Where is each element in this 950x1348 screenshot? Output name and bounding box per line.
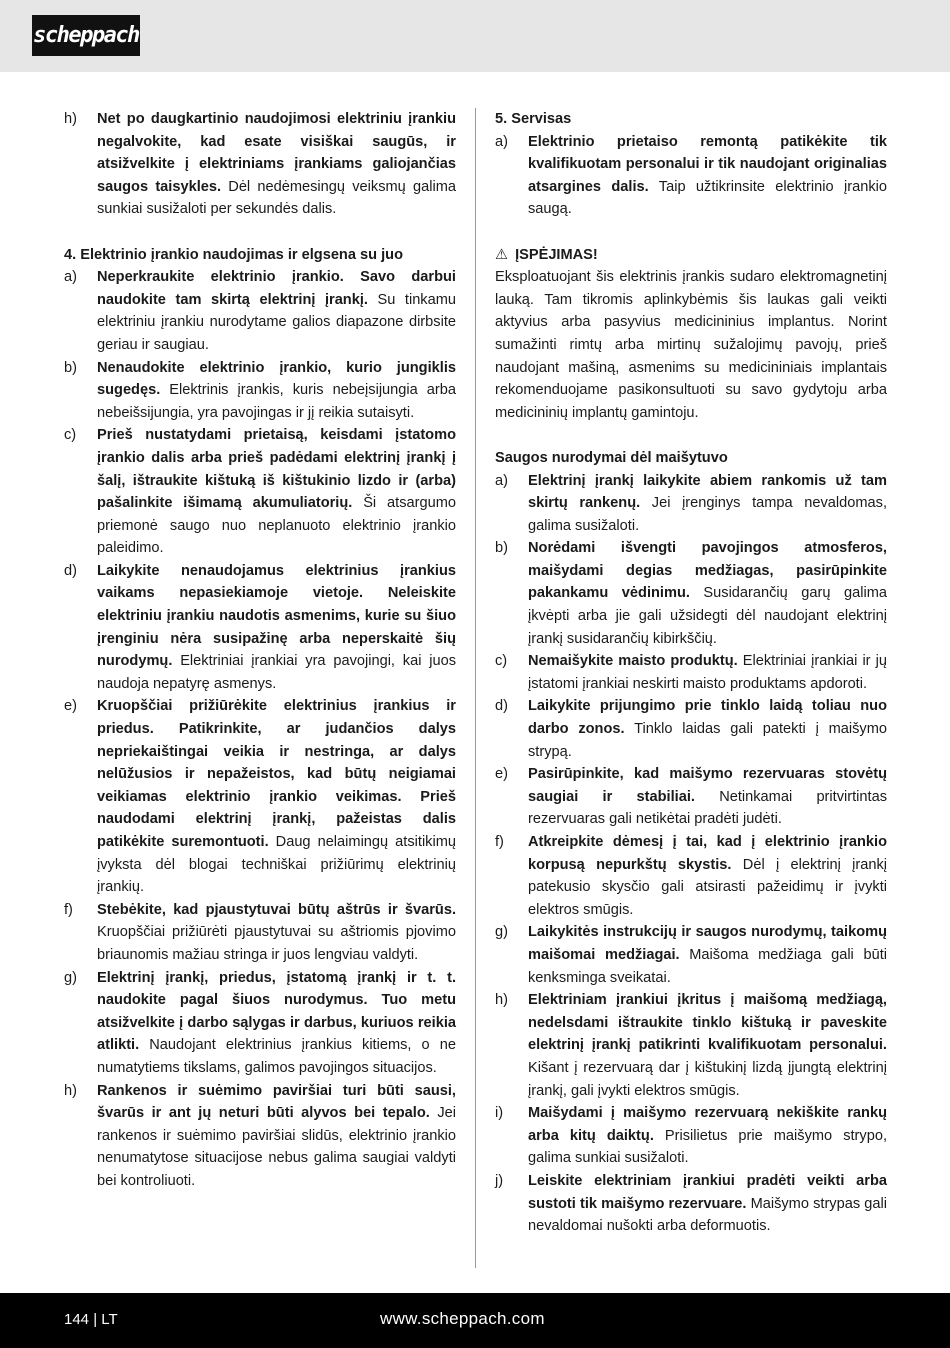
list-item	[495, 989, 887, 1102]
item-label: a)	[495, 472, 508, 489]
item-normal: Dėl į elektrinį įrankį patekusio skysčio gali atsirasti pažeidimų ir įvykti elektros smūgis.	[528, 856, 887, 918]
item-bold: Neperkraukite elektrinio įrankio. Savo darbui naudokite tam skirtą elektrinį įrankį.	[97, 269, 456, 308]
item-text	[97, 424, 456, 560]
item-bold: Rankenos ir suėmimo paviršiai turi būti sausi, švarūs ir ant jų neturi būti alyvos bei tepalo.	[97, 1082, 456, 1122]
item-bold: Leiskite elektriniam įrankiui pradėti veikti arba sustoti tik maišymo rezervuare.	[528, 1172, 887, 1212]
mixer-safety-heading: Saugos nurodymai dėl maišytuvo	[495, 449, 728, 466]
item-bold: Maišydami į maišymo rezervuarą nekiškite rankų arba kitų daiktų.	[528, 1105, 887, 1144]
item-text	[97, 560, 456, 696]
list-item	[495, 131, 887, 221]
item-text	[528, 1170, 887, 1238]
item-bold: Atkreipkite dėmesį į tai, kad į elektrinio įrankio korpusą nepurkštų skystis.	[528, 834, 887, 873]
item-bold: Laikykite prijungimo prie tinklo laidą toliau nuo darbo zonos.	[528, 698, 887, 738]
website-link[interactable]: www.scheppach.com	[380, 1309, 545, 1328]
item-text	[528, 537, 887, 650]
list-item	[495, 1102, 887, 1170]
item-bold: Norėdami išvengti pavojingos atmosferos, maišydami degias medžiagas, pasirūpinkite pakankamu vėdinimu.	[528, 540, 887, 602]
item-label: g)	[495, 924, 508, 941]
item-normal: Netinkamai pritvirtintas rezervuaras gali netikėtai pradėti judėti.	[528, 788, 887, 828]
list-item	[495, 1170, 887, 1238]
item-normal: Jei įrenginys tampa nevaldomas, galima susižaloti.	[528, 495, 887, 534]
item-text	[97, 899, 456, 967]
item-label: b)	[64, 359, 77, 376]
section-5-heading: 5. Servisas	[495, 111, 572, 127]
item-text	[97, 967, 456, 1080]
item-label: h)	[64, 1082, 77, 1099]
list-item	[495, 650, 887, 695]
right-column	[495, 108, 887, 1238]
item-text	[97, 695, 456, 898]
list-item	[64, 1080, 456, 1193]
item-normal: Ši atsargumo priemonė saugo nuo neplanuoto elektrinio įrankio paleidimo.	[97, 495, 456, 557]
item-bold: Net po daugkartinio naudojimosi elektriniu įrankiu negalvokite, kad esate visiškai saugūs, ir atsižvelkite į elektriniams įrankiams galiojančias saugos taisykles.	[97, 111, 456, 195]
item-label: d)	[495, 698, 508, 715]
item-text	[528, 989, 887, 1102]
item-normal: Elektriniai įrankiai yra pavojingi, kai juos naudoja nepatyrę asmenys.	[97, 653, 456, 692]
item-normal: Su tinkamu elektriniu įrankiu nurodytame galios diapazone dirbsite geriau ir saugiau.	[97, 291, 456, 353]
item-bold: Prieš nustatydami prietaisą, keisdami įstatomo įrankio dalis arba prieš padėdami elektrinį įrankį į šalį, ištraukite kištuką iš kištukinio lizdo ir (arba) pašalinkite išimamą akumuliatorių.	[97, 427, 456, 512]
item-text	[97, 1080, 456, 1193]
item-text	[528, 1102, 887, 1170]
list-item	[495, 695, 887, 763]
list-item	[64, 967, 456, 1080]
item-text	[528, 831, 887, 921]
list-item	[64, 899, 456, 967]
item-normal: Elektriniai įrankiai ir jų įstatomi įrankiai neskirti maisto produktams apdoroti.	[528, 653, 887, 692]
list-item	[495, 921, 887, 989]
item-normal: Dėl nedėmesingų veiksmų galima sunkiai susižaloti per sekundės dalis.	[97, 178, 456, 218]
item-normal: Daug nelaimingų atsitikimų įvyksta dėl blogai techniškai prižiūrimų elektrinių įrankių.	[97, 834, 456, 896]
item-label: e)	[495, 766, 508, 783]
item-label: g)	[64, 969, 77, 986]
list-item	[64, 266, 456, 356]
item-bold: Elektrinio prietaiso remontą patikėkite tik kvalifikuotam personalui ir tik naudojant originalias atsargines dalis.	[528, 133, 887, 195]
warning-icon: ⚠	[495, 246, 509, 263]
item-normal: Maišoma medžiaga gali būti kenksminga sveikatai.	[528, 946, 887, 986]
item-text	[528, 131, 887, 221]
item-label: f)	[495, 834, 504, 850]
warning-text: Eksploatuojant šis elektrinis įrankis sudaro elektromagnetinį lauką. Tam tikromis aplinkybėmis šis laukas gali veikti aktyvius arba pasyvius medicininius implantus. Norint sumažinti rimtų arba mirtinų sužalojimų pavojų, prieš naudojant mašiną, asmenims su medicininiais implantais rekomenduojame pasikonsultuoti su savo gydytoju arba medicininių implantų gamintoju.	[495, 269, 887, 421]
item-label: a)	[64, 269, 77, 286]
item-normal: Kišant į rezervuarą dar į kištukinį lizdą įjungtą elektrinį įrankį, gali įvykti elektros smūgis.	[528, 1059, 887, 1099]
page-number: 144 | LT	[64, 1311, 118, 1328]
item-label: c)	[495, 653, 508, 670]
item-label: e)	[64, 698, 77, 715]
item-label: d)	[64, 562, 77, 579]
item-normal: Prisilietus prie maišymo strypo, galima sunkiai susižaloti.	[528, 1127, 887, 1167]
item-label: f)	[64, 901, 73, 918]
item-text	[97, 108, 456, 221]
page-footer	[0, 1293, 950, 1348]
list-item	[64, 695, 456, 898]
page-header	[0, 0, 950, 72]
item-text	[528, 650, 887, 695]
warning-heading	[495, 244, 887, 267]
list-item	[495, 470, 887, 538]
warning-title: ĮSPĖJIMAS!	[515, 246, 598, 263]
item-label: c)	[64, 427, 77, 444]
section-4-heading: 4. Elektrinio įrankio naudojimas ir elgsena su juo	[64, 246, 403, 263]
item-normal: Tinklo laidas gali patekti į maišymo strypą.	[528, 721, 887, 760]
item-text	[528, 763, 887, 831]
item-normal: Kruopščiai prižiūrėti pjaustytuvai su aštriomis pjovimo briaunomis mažiau stringa ir juos lengviau valdyti.	[97, 924, 456, 963]
item-bold: Kruopščiai prižiūrėkite elektrinius įrankius ir priedus. Patikrinkite, ar judančios dalys nepriekaištingai veikia ir nestringa, ar dalys nelūžusios ir nepažeistos, kad būtų neigiamai veikiamas elektrinio įrankio veikimas. Prieš naudodami elektrinį įrankį, pažeistas dalis patikėkite suremontuoti.	[97, 698, 456, 850]
left-column	[64, 108, 456, 1193]
item-text	[528, 695, 887, 763]
item-text	[528, 470, 887, 538]
item-normal: Taip užtikrinsite elektrinio įrankio saugą.	[528, 178, 887, 218]
item-bold: Elektrinį įrankį, priedus, įstatomą įrankį ir t. t. naudokite pagal šiuos nurodymus. Tuo metu atsižvelkite į darbo sąlygas ir darbus, kuriuos reikia atlikti.	[97, 969, 456, 1054]
item-normal: Elektrinis įrankis, kuris nebeįsijungia arba nebeišsijungia, yra pavojingas ir jį reikia sutaisyti.	[97, 382, 456, 421]
item-label: a)	[495, 133, 508, 150]
item-bold: Laikykite nenaudojamus elektrinius įrankius vaikams nepasiekiamoje vietoje. Neleiskite elektriniu įrankiu naudotis asmenims, kurie su šiuo įrenginiu nėra susipažinę arba neperskaitė šių nurodymų.	[97, 562, 456, 670]
scheppach-logo: scheppach	[32, 15, 140, 56]
list-item	[64, 424, 456, 560]
list-item	[495, 831, 887, 921]
list-item	[64, 357, 456, 425]
item-normal: Naudojant elektrinius įrankius kitiems, o ne numatytiems tikslams, galimos pavojingos situacijos.	[97, 1037, 456, 1076]
item-bold: Elektrinį įrankį laikykite abiem rankomis už tam skirtų rankenų.	[528, 472, 887, 512]
item-label: j)	[495, 1172, 504, 1189]
list-item	[495, 537, 887, 650]
item-bold: Nemaišykite maisto produktų.	[528, 653, 738, 670]
item-label: i)	[495, 1105, 504, 1122]
item-label: h)	[64, 111, 77, 127]
list-item	[495, 763, 887, 831]
item-label: b)	[495, 540, 508, 557]
item-normal: Susidarančių garų galima įkvėpti arba jie gali užsidegti dėl naudojant elektrinį įrankį susidarančių kibirkščių.	[528, 585, 887, 647]
column-divider	[475, 108, 476, 1268]
list-item	[64, 108, 456, 221]
item-label: h)	[495, 992, 508, 1009]
item-bold: Laikykitės instrukcijų ir saugos nurodymų, taikomų maišomai medžiagai.	[528, 924, 887, 963]
item-bold: Nenaudokite elektrinio įrankio, kurio jungiklis sugedęs.	[97, 359, 456, 399]
item-bold: Stebėkite, kad pjaustytuvai būtų aštrūs ir švarūs.	[97, 901, 456, 918]
item-text	[97, 266, 456, 356]
item-bold: Elektriniam įrankiui įkritus į maišomą medžiagą, nedelsdami ištraukite tinklo kištuką ir paveskite elektrinį įrankį patikrinti kvalifikuotam personalui.	[528, 992, 887, 1054]
item-normal: Maišymo strypas gali nevaldomai nušokti arba deformuotis.	[528, 1195, 887, 1235]
item-text	[97, 357, 456, 425]
item-bold: Pasirūpinkite, kad maišymo rezervuaras stovėtų saugiai ir stabiliai.	[528, 766, 887, 805]
item-text	[528, 921, 887, 989]
item-normal: Jei rankenos ir suėmimo paviršiai slidūs, elektrinio įrankio nenumatytose situacijose nebus galima saugiai valdyti bei kontroliuoti.	[97, 1105, 456, 1189]
list-item	[64, 560, 456, 696]
